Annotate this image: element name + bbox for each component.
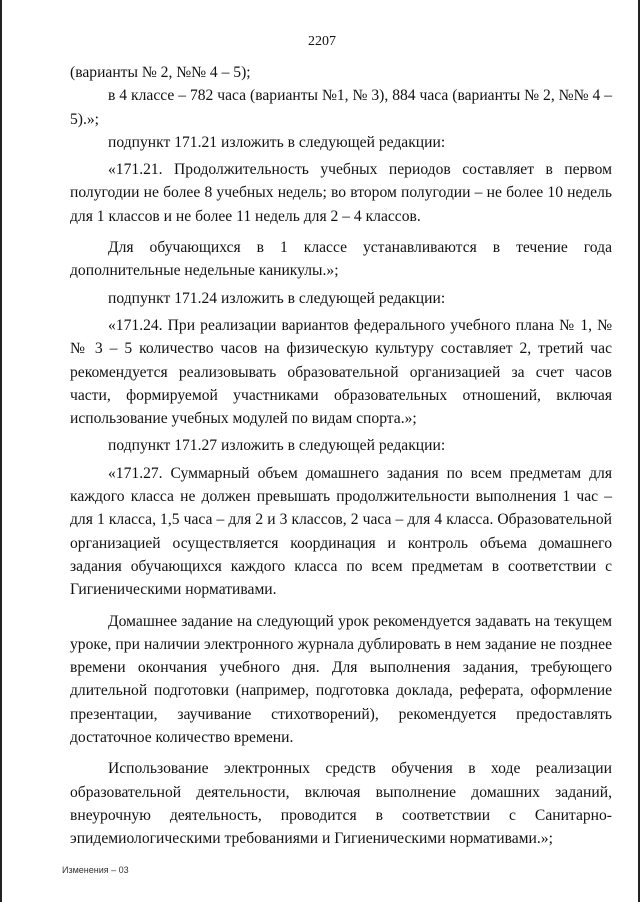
paragraph-subclause-171-27-intro: подпункт 171.27 изложить в следующей редакции: <box>108 437 446 455</box>
paragraph-171-27: «171.27. Суммарный объем домашнего задания по всем предметам для каждого класса не должен превышать продолжительности выполнения 1 час – для 1 класса, 1,5 часа – для 2 и 3 классов, 2 часа – для 4 класса. Образовательной организацией осуществляется координация и контроль объема домашнего задания обучающихся каждого класса по всем предметам в соответствии с Гигиеническими нормативами. <box>70 464 612 599</box>
page-number: 2207 <box>308 34 336 49</box>
paragraph-grade4-hours: в 4 классе – 782 часа (варианты №1, № 3), 884 часа (варианты № 2, №№ 4 – 5).»; <box>70 87 612 128</box>
paragraph-171-21: «171.21. Продолжительность учебных периодов составляет в первом полугодии не более 8 учебных недель; во втором полугодии – не более 10 недель для 1 классов и не более 11 недель для 2 – 4 классов. <box>70 161 612 225</box>
paragraph-variants-continuation: (варианты № 2, №№ 4 – 5); <box>70 64 251 81</box>
paragraph-subclause-171-21-intro: подпункт 171.21 изложить в следующей редакции: <box>108 133 446 151</box>
paragraph-homework-next-lesson: Домашнее задание на следующий урок рекомендуется задавать на текущем уроке, при наличии электронного журнала дублировать в нем задание не позднее времени окончания учебного дня. Для выполнения задания, требующего длительной подготовки (например, подготовка доклада, реферата, оформление презентации, заучивание стихотворений), рекомендуется предоставлять достаточное количество времени. <box>70 612 612 747</box>
document-body <box>70 61 612 851</box>
paragraph-electronic-learning: Использование электронных средств обучения в ходе реализации образовательной деятельности, включая выполнение домашних заданий, внеурочную деятельность, проводится в соответствии с Санитарно-эпидемиологическими требованиями и Гигиеническими нормативами.»; <box>70 760 612 848</box>
paragraph-171-24: «171.24. При реализации вариантов федерального учебного плана № 1, №№ 3 – 5 количество часов на физическую культуру составляет 2, третий час рекомендуется реализовывать образовательной организацией за счет часов части, формируемой участниками образовательных отношений, включая использование учебных модулей по видам спорта.»; <box>70 316 612 428</box>
footer-revision-label: Изменения – 03 <box>62 865 129 875</box>
paragraph-subclause-171-24-intro: подпункт 171.24 изложить в следующей редакции: <box>108 289 446 307</box>
paragraph-additional-holidays: Для обучающихся в 1 классе устанавливаются в течение года дополнительные недельные каникулы.»; <box>70 239 612 280</box>
